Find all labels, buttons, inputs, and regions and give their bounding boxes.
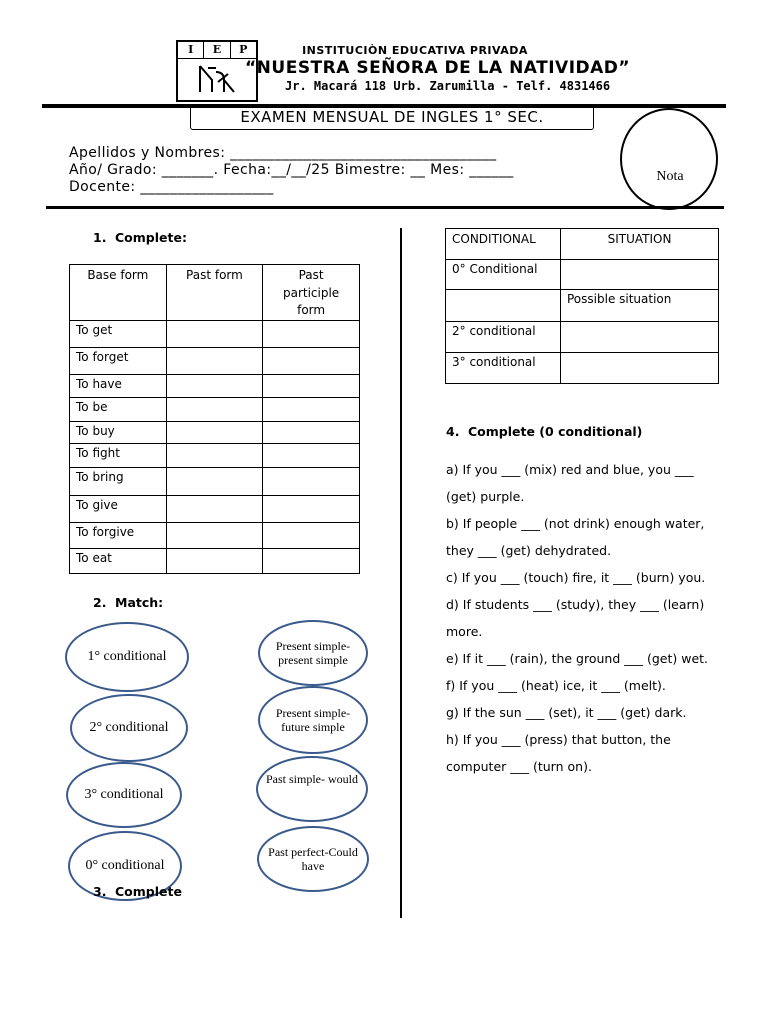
column-header: Past form	[166, 265, 263, 321]
table-row	[70, 467, 360, 495]
table-row	[70, 320, 360, 347]
answer-cell[interactable]	[166, 443, 263, 467]
verb-cell: To forgive	[70, 522, 167, 548]
column-header: SITUATION	[561, 229, 719, 260]
verb-cell: To fight	[70, 443, 167, 467]
exercise-sentences	[446, 456, 726, 780]
exercise-sentence: g) If the sun ___ (set), it ___ (get) dark.	[446, 705, 687, 720]
match-right-item[interactable]: Past simple- would	[256, 756, 368, 822]
table-row	[446, 290, 719, 322]
exercise-sentence: h) If you ___ (press) that button, the computer ___ (turn on).	[446, 732, 671, 774]
match-left-item[interactable]: 3° conditional	[66, 762, 182, 828]
logo-letter: E	[204, 42, 230, 58]
verb-cell: To get	[70, 320, 167, 347]
answer-cell[interactable]	[263, 320, 360, 347]
grade-label: Nota	[656, 169, 684, 184]
institution-type: INSTITUCIÒN EDUCATIVA PRIVADA	[302, 44, 528, 57]
exercise-sentence: b) If people ___ (not drink) enough water, they ___ (get) dehydrated.	[446, 516, 705, 558]
situation-cell[interactable]	[561, 353, 719, 384]
answer-cell[interactable]	[166, 548, 263, 573]
verb-forms-table	[69, 264, 360, 574]
answer-cell[interactable]	[166, 522, 263, 548]
verb-cell: To forget	[70, 347, 167, 374]
answer-cell[interactable]	[263, 397, 360, 421]
situation-cell[interactable]	[561, 260, 719, 290]
answer-cell[interactable]	[263, 443, 360, 467]
exercise-sentence: c) If you ___ (touch) fire, it ___ (burn) you.	[446, 570, 706, 585]
section-number: 1.	[93, 230, 107, 245]
match-right-item[interactable]: Past perfect-Could have	[257, 826, 369, 892]
verb-cell: To eat	[70, 548, 167, 573]
conditional-cell: 3° conditional	[446, 353, 561, 384]
table-row	[70, 347, 360, 374]
column-header: Past participle form	[263, 265, 360, 321]
table-row	[70, 374, 360, 397]
column-header: Base form	[70, 265, 167, 321]
answer-cell[interactable]	[166, 421, 263, 443]
table-header-row	[446, 229, 719, 260]
answer-cell[interactable]	[263, 548, 360, 573]
answer-cell[interactable]	[166, 320, 263, 347]
answer-cell[interactable]	[263, 495, 360, 522]
section-3-heading	[93, 884, 182, 899]
answer-cell[interactable]	[166, 495, 263, 522]
answer-cell[interactable]	[263, 347, 360, 374]
column-divider	[400, 228, 402, 918]
match-right-item[interactable]: Present simple-present simple	[258, 620, 368, 686]
conditional-cell: 0° Conditional	[446, 260, 561, 290]
situation-cell: Possible situation	[561, 290, 719, 322]
logo-letter: P	[239, 43, 248, 56]
verb-cell: To be	[70, 397, 167, 421]
answer-cell[interactable]	[166, 374, 263, 397]
grade-date-line: Año/ Grado: _______. Fecha:__/__/25 Bimestre: __ Mes: ______	[69, 162, 514, 178]
table-row	[70, 443, 360, 467]
answer-cell[interactable]	[166, 347, 263, 374]
match-left-item[interactable]: 0° conditional	[68, 831, 182, 901]
section-number: 2.	[93, 595, 107, 610]
student-name-line: Apellidos y Nombres: ____________________________________	[69, 145, 497, 161]
section-title: Match:	[115, 595, 164, 610]
table-row	[446, 353, 719, 384]
logo-monogram	[194, 60, 242, 98]
answer-cell[interactable]	[263, 467, 360, 495]
conditional-table	[445, 228, 719, 384]
institution-name: “NUESTRA SEÑORA DE LA NATIVIDAD”	[245, 58, 631, 78]
table-row	[70, 421, 360, 443]
logo-letters	[178, 42, 256, 59]
column-header: CONDITIONAL	[446, 229, 561, 260]
section-2-heading	[93, 595, 163, 610]
logo-letter: I	[178, 42, 204, 58]
conditional-cell[interactable]	[446, 290, 561, 322]
exercise-sentence: e) If it ___ (rain), the ground ___ (get) wet.	[446, 651, 709, 666]
answer-cell[interactable]	[166, 397, 263, 421]
match-left-item[interactable]: 2° conditional	[70, 694, 188, 762]
verb-cell: To buy	[70, 421, 167, 443]
institution-address: Jr. Macará 118 Urb. Zarumilla - Telf. 4831466	[285, 79, 611, 93]
section-number: 3.	[93, 884, 107, 899]
table-row	[446, 260, 719, 290]
situation-cell[interactable]	[561, 322, 719, 353]
table-row	[70, 548, 360, 573]
section-number: 4.	[446, 424, 460, 439]
table-row	[70, 495, 360, 522]
exam-title: EXAMEN MENSUAL DE INGLES 1° SEC.	[190, 108, 594, 130]
verb-cell: To give	[70, 495, 167, 522]
section-1-heading	[93, 230, 187, 245]
table-row	[70, 397, 360, 421]
answer-cell[interactable]	[263, 421, 360, 443]
answer-cell[interactable]	[263, 522, 360, 548]
match-left-item[interactable]: 1° conditional	[65, 622, 189, 692]
exercise-sentence: a) If you ___ (mix) red and blue, you ___ (get) purple.	[446, 462, 694, 504]
exercise-sentence: d) If students ___ (study), they ___ (learn) more.	[446, 597, 705, 639]
answer-cell[interactable]	[166, 467, 263, 495]
section-title: Complete	[115, 884, 182, 899]
grade-circle	[620, 108, 718, 210]
section-4-heading	[446, 424, 642, 439]
match-right-item[interactable]: Present simple-future simple	[258, 686, 368, 754]
info-rule	[46, 206, 724, 209]
conditional-cell: 2° conditional	[446, 322, 561, 353]
table-header-row	[70, 265, 360, 321]
verb-cell: To have	[70, 374, 167, 397]
section-title: Complete:	[115, 230, 187, 245]
table-row	[70, 522, 360, 548]
exercise-sentence: f) If you ___ (heat) ice, it ___ (melt).	[446, 678, 666, 693]
verb-cell: To bring	[70, 467, 167, 495]
teacher-line: Docente: __________________	[69, 179, 274, 195]
section-title: Complete (0 conditional)	[468, 424, 643, 439]
answer-cell[interactable]	[263, 374, 360, 397]
table-row	[446, 322, 719, 353]
